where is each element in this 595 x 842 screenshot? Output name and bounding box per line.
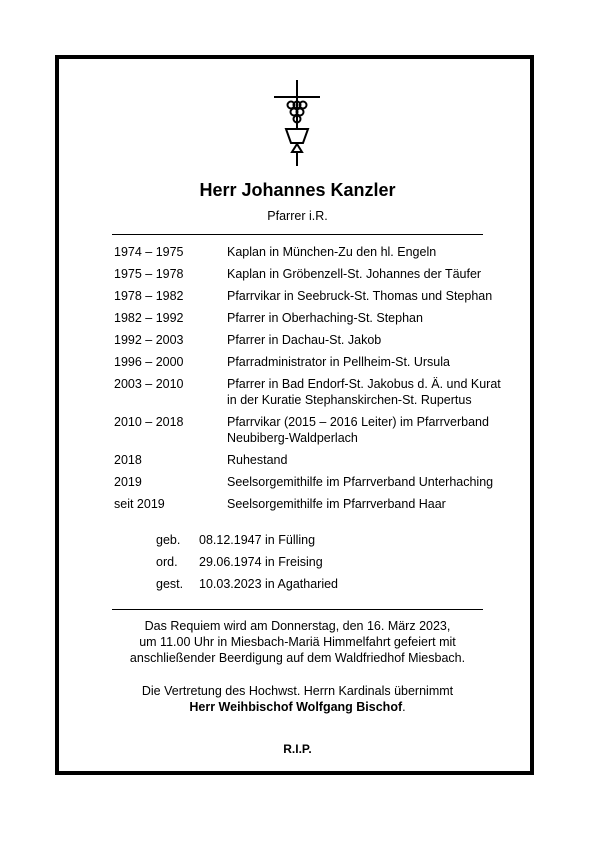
career-row [114,332,514,348]
notice-line: anschließender Beerdigung auf dem Waldfriedhof Miesbach. [129,651,466,665]
career-row [114,414,514,446]
vital-label: geb. [156,533,181,547]
career-years: 1996 – 2000 [114,355,184,369]
career-row [114,496,514,512]
representation-bishop-line: Herr Weihbischof Wolfgang Bischof. [189,700,406,714]
funeral-notice [0,618,595,666]
career-row [114,244,514,260]
vital-row-ordination [156,554,338,570]
career-description: Seelsorgemithilfe im Pfarrverband Unterhaching [227,475,494,489]
notice-line: Das Requiem wird am Donnerstag, den 16. März 2023, [144,619,451,633]
rip-text: R.I.P. [283,742,312,756]
career-description: Kaplan in München-Zu den hl. Engeln [227,245,437,259]
career-years: 2018 [114,453,142,467]
notice-line: um 11.00 Uhr in Miesbach-Mariä Himmelfahrt gefeiert mit [139,635,456,649]
divider-bottom [112,609,483,610]
career-years: 1974 – 1975 [114,245,184,259]
career-description: Kaplan in Gröbenzell-St. Johannes der Täufer [227,267,482,281]
deceased-title: Pfarrer i.R. [267,209,328,223]
career-description: Ruhestand [227,453,288,467]
career-row [114,474,514,490]
career-row [114,354,514,370]
career-years: 2019 [114,475,142,489]
career-description: Pfarrer in Oberhaching-St. Stephan [227,311,423,325]
vital-value: 08.12.1947 in Fülling [199,533,316,547]
career-list [114,244,514,518]
career-description: Pfarrvikar (2015 – 2016 Leiter) im Pfarrverband Neubiberg-Waldperlach [227,415,489,445]
cross-with-grapes-and-chalice-icon [272,80,322,166]
career-description: Seelsorgemithilfe im Pfarrverband Haar [227,497,446,511]
vital-label: ord. [156,555,178,569]
vital-row-birth [156,532,338,548]
vital-value: 29.06.1974 in Freising [199,555,323,569]
vital-label: gest. [156,577,184,591]
career-years: 1982 – 1992 [114,311,184,325]
vital-dates [156,532,338,598]
deceased-name: Herr Johannes Kanzler [199,180,396,200]
career-row [114,266,514,282]
bishop-name: Herr Weihbischof Wolfgang Bischof [189,700,403,714]
vital-row-death [156,576,338,592]
career-years: 2003 – 2010 [114,377,184,391]
career-description: Pfarrer in Bad Endorf-St. Jakobus d. Ä. und Kurat in der Kuratie Stephanskirchen-St. Rupertus [227,377,501,407]
career-years: 1992 – 2003 [114,333,184,347]
career-description: Pfarrer in Dachau-St. Jakob [227,333,382,347]
career-row [114,452,514,468]
representation-line: Die Vertretung des Hochwst. Herrn Kardinals übernimmt [141,684,454,698]
career-years: 2010 – 2018 [114,415,184,429]
career-row [114,310,514,326]
career-years: 1978 – 1982 [114,289,184,303]
career-years: 1975 – 1978 [114,267,184,281]
career-years: seit 2019 [114,497,165,511]
vital-value: 10.03.2023 in Agatharied [199,577,339,591]
representation-notice [0,683,595,715]
career-row [114,376,514,408]
career-row [114,288,514,304]
career-description: Pfarradministrator in Pellheim-St. Ursula [227,355,450,369]
career-description: Pfarrvikar in Seebruck-St. Thomas und Stephan [227,289,493,303]
divider-top [112,234,483,235]
